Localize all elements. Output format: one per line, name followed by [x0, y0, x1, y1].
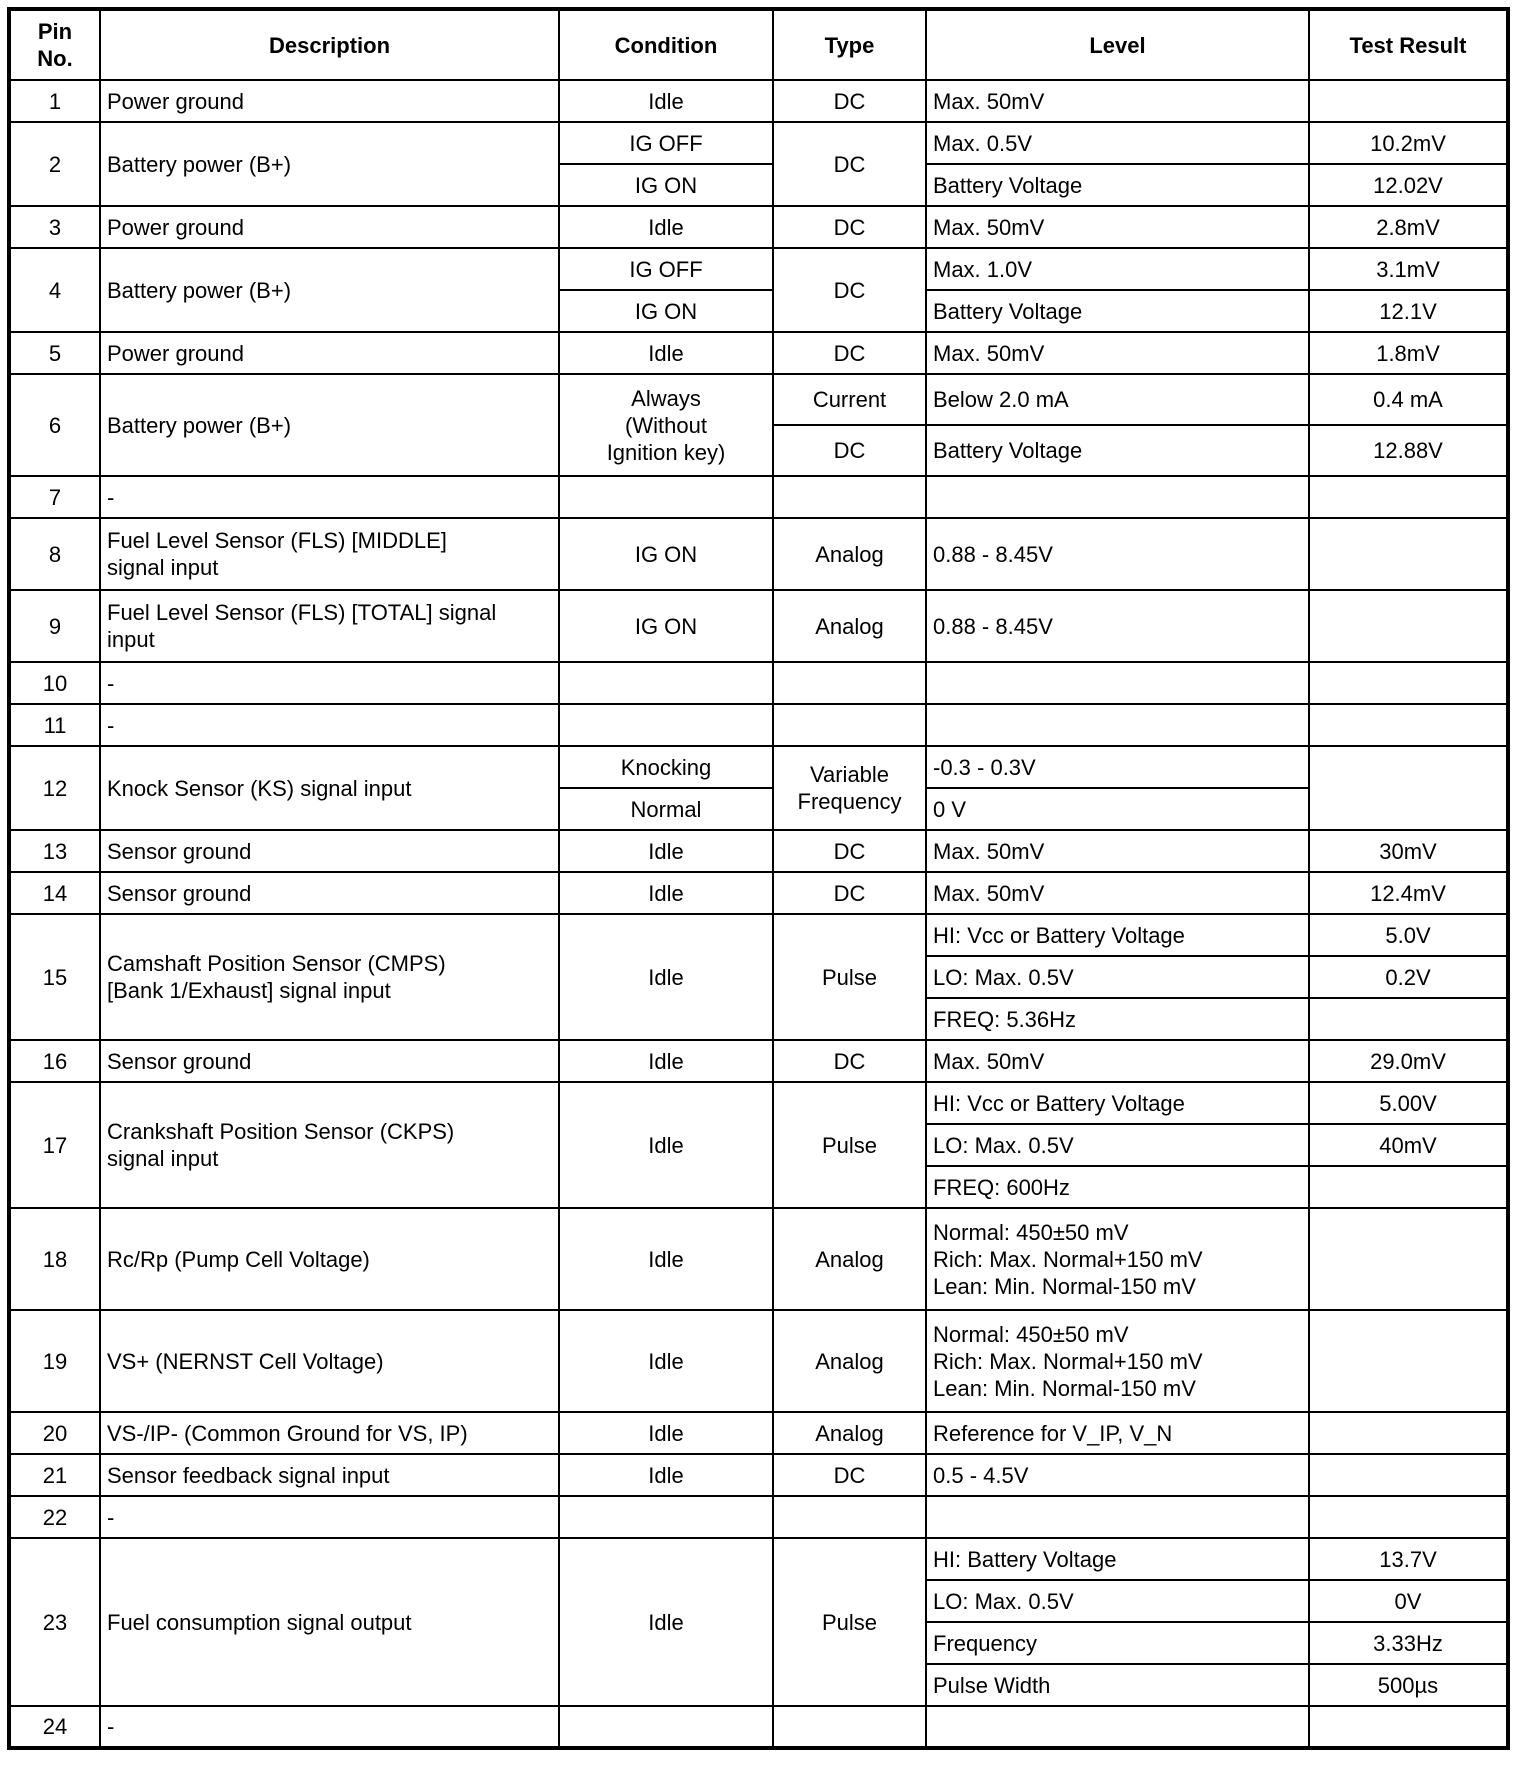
pin-description: Knock Sensor (KS) signal input — [100, 746, 559, 830]
pin-result — [1309, 1454, 1508, 1496]
pin-condition: IG ON — [559, 518, 773, 590]
pin-condition — [559, 662, 773, 704]
pin-condition: Normal — [559, 788, 773, 830]
pin-type: DC — [773, 206, 926, 248]
header-description: Description — [100, 9, 559, 80]
pin-type: Analog — [773, 590, 926, 662]
pin-type: DC — [773, 830, 926, 872]
header-type: Type — [773, 9, 926, 80]
pin-level: Max. 50mV — [926, 80, 1309, 122]
pin-result: 12.88V — [1309, 425, 1508, 476]
pin-result: 12.4mV — [1309, 872, 1508, 914]
table-row — [9, 830, 1508, 872]
header-condition: Condition — [559, 9, 773, 80]
pin-description: Rc/Rp (Pump Cell Voltage) — [100, 1208, 559, 1310]
pin-condition: Idle — [559, 1454, 773, 1496]
pin-result — [1309, 1496, 1508, 1538]
pin-description: - — [100, 662, 559, 704]
pin-level: Battery Voltage — [926, 164, 1309, 206]
pin-number: 3 — [9, 206, 100, 248]
pin-level: Pulse Width — [926, 1664, 1309, 1706]
header-level: Level — [926, 9, 1309, 80]
table-body — [9, 80, 1508, 1748]
pin-type: Analog — [773, 1412, 926, 1454]
pin-level: Battery Voltage — [926, 425, 1309, 476]
pin-condition: Idle — [559, 80, 773, 122]
pin-condition: IG OFF — [559, 248, 773, 290]
pin-level: 0.5 - 4.5V — [926, 1454, 1309, 1496]
table-row — [9, 590, 1508, 662]
pin-result: 2.8mV — [1309, 206, 1508, 248]
pin-condition: Knocking — [559, 746, 773, 788]
pin-condition: IG ON — [559, 164, 773, 206]
table-row — [9, 704, 1508, 746]
pin-description: Crankshaft Position Sensor (CKPS) signal input — [100, 1082, 559, 1208]
pin-condition: Idle — [559, 1538, 773, 1706]
pin-result: 12.1V — [1309, 290, 1508, 332]
pin-level: HI: Vcc or Battery Voltage — [926, 914, 1309, 956]
pin-number: 20 — [9, 1412, 100, 1454]
pin-number: 2 — [9, 122, 100, 206]
pin-level: -0.3 - 0.3V — [926, 746, 1309, 788]
pin-number: 8 — [9, 518, 100, 590]
pin-level: FREQ: 5.36Hz — [926, 998, 1309, 1040]
pin-description: - — [100, 1496, 559, 1538]
table-row — [9, 1538, 1508, 1580]
table-row — [9, 374, 1508, 425]
pin-level: Max. 50mV — [926, 206, 1309, 248]
pin-condition: Idle — [559, 830, 773, 872]
pin-type: DC — [773, 425, 926, 476]
pin-description: Fuel consumption signal output — [100, 1538, 559, 1706]
pin-result — [1309, 1706, 1508, 1748]
pin-level: Max. 1.0V — [926, 248, 1309, 290]
pin-type: DC — [773, 80, 926, 122]
pin-number: 1 — [9, 80, 100, 122]
pin-type — [773, 704, 926, 746]
pin-number: 18 — [9, 1208, 100, 1310]
table-row — [9, 206, 1508, 248]
pin-level: Battery Voltage — [926, 290, 1309, 332]
pin-result — [1309, 746, 1508, 830]
pin-result: 500µs — [1309, 1664, 1508, 1706]
table-row — [9, 1412, 1508, 1454]
pin-description: Battery power (B+) — [100, 248, 559, 332]
header-pin: Pin No. — [9, 9, 100, 80]
pin-result — [1309, 476, 1508, 518]
pin-number: 7 — [9, 476, 100, 518]
pin-description: Power ground — [100, 80, 559, 122]
table-row — [9, 518, 1508, 590]
pin-level — [926, 662, 1309, 704]
pin-description: Battery power (B+) — [100, 122, 559, 206]
pin-type: Pulse — [773, 914, 926, 1040]
pin-result: 0.4 mA — [1309, 374, 1508, 425]
pin-type: Current — [773, 374, 926, 425]
pin-number: 6 — [9, 374, 100, 476]
pin-description: Sensor ground — [100, 1040, 559, 1082]
pin-level: Max. 50mV — [926, 830, 1309, 872]
pin-number: 17 — [9, 1082, 100, 1208]
table-row — [9, 1454, 1508, 1496]
pin-level: Frequency — [926, 1622, 1309, 1664]
pin-condition: Idle — [559, 1040, 773, 1082]
pin-condition — [559, 1496, 773, 1538]
pin-level: Below 2.0 mA — [926, 374, 1309, 425]
pin-type: DC — [773, 1454, 926, 1496]
pin-type: Analog — [773, 518, 926, 590]
pin-number: 5 — [9, 332, 100, 374]
pin-result — [1309, 1166, 1508, 1208]
pin-type — [773, 476, 926, 518]
pin-result — [1309, 1310, 1508, 1412]
pin-type: DC — [773, 122, 926, 206]
pin-type: Analog — [773, 1310, 926, 1412]
pin-type: Pulse — [773, 1082, 926, 1208]
pin-result — [1309, 590, 1508, 662]
pin-description: Power ground — [100, 332, 559, 374]
table-row — [9, 662, 1508, 704]
pin-condition: Idle — [559, 332, 773, 374]
pin-result: 10.2mV — [1309, 122, 1508, 164]
pin-result: 5.0V — [1309, 914, 1508, 956]
pin-condition: Always (Without Ignition key) — [559, 374, 773, 476]
table-row — [9, 248, 1508, 290]
pin-type: Variable Frequency — [773, 746, 926, 830]
pin-result: 29.0mV — [1309, 1040, 1508, 1082]
table-row — [9, 1040, 1508, 1082]
pin-result — [1309, 662, 1508, 704]
pin-condition: IG OFF — [559, 122, 773, 164]
table-row — [9, 1082, 1508, 1124]
pin-type — [773, 1496, 926, 1538]
pin-level: HI: Vcc or Battery Voltage — [926, 1082, 1309, 1124]
pin-number: 23 — [9, 1538, 100, 1706]
pin-number: 19 — [9, 1310, 100, 1412]
pin-description: VS-/IP- (Common Ground for VS, IP) — [100, 1412, 559, 1454]
table-row — [9, 122, 1508, 164]
pin-number: 13 — [9, 830, 100, 872]
pin-test-table — [7, 7, 1510, 1750]
pin-condition: Idle — [559, 206, 773, 248]
pin-description: - — [100, 704, 559, 746]
pin-result: 3.1mV — [1309, 248, 1508, 290]
pin-type: DC — [773, 872, 926, 914]
pin-level: LO: Max. 0.5V — [926, 1580, 1309, 1622]
table-row — [9, 872, 1508, 914]
pin-level — [926, 1496, 1309, 1538]
pin-description: - — [100, 476, 559, 518]
pin-number: 16 — [9, 1040, 100, 1082]
pin-condition: Idle — [559, 872, 773, 914]
pin-result — [1309, 1412, 1508, 1454]
pin-result: 40mV — [1309, 1124, 1508, 1166]
pin-condition — [559, 704, 773, 746]
table-row — [9, 1496, 1508, 1538]
pin-result: 30mV — [1309, 830, 1508, 872]
pin-level: Normal: 450±50 mV Rich: Max. Normal+150 mV Lean: Min. Normal-150 mV — [926, 1208, 1309, 1310]
pin-condition: IG ON — [559, 590, 773, 662]
pin-level — [926, 476, 1309, 518]
pin-result: 13.7V — [1309, 1538, 1508, 1580]
pin-type — [773, 1706, 926, 1748]
table-row — [9, 332, 1508, 374]
pin-number: 11 — [9, 704, 100, 746]
pin-result: 0.2V — [1309, 956, 1508, 998]
pin-condition — [559, 476, 773, 518]
pin-condition: Idle — [559, 1412, 773, 1454]
pin-type: DC — [773, 1040, 926, 1082]
pin-number: 9 — [9, 590, 100, 662]
pin-condition: Idle — [559, 1208, 773, 1310]
pin-number: 14 — [9, 872, 100, 914]
pin-condition: Idle — [559, 1082, 773, 1208]
pin-result: 1.8mV — [1309, 332, 1508, 374]
table-row — [9, 1706, 1508, 1748]
table-row — [9, 80, 1508, 122]
pin-level: Normal: 450±50 mV Rich: Max. Normal+150 mV Lean: Min. Normal-150 mV — [926, 1310, 1309, 1412]
pin-description: Battery power (B+) — [100, 374, 559, 476]
pin-level: Max. 0.5V — [926, 122, 1309, 164]
pin-condition: IG ON — [559, 290, 773, 332]
table-row — [9, 746, 1508, 788]
pin-level: HI: Battery Voltage — [926, 1538, 1309, 1580]
pin-description: Power ground — [100, 206, 559, 248]
pin-result — [1309, 998, 1508, 1040]
pin-type: Analog — [773, 1208, 926, 1310]
pin-type — [773, 662, 926, 704]
pin-type: DC — [773, 332, 926, 374]
pin-number: 15 — [9, 914, 100, 1040]
pin-level — [926, 1706, 1309, 1748]
table-row — [9, 1208, 1508, 1310]
pin-result: 0V — [1309, 1580, 1508, 1622]
pin-level: LO: Max. 0.5V — [926, 1124, 1309, 1166]
pin-result — [1309, 80, 1508, 122]
pin-level: Max. 50mV — [926, 1040, 1309, 1082]
table-row — [9, 476, 1508, 518]
pin-level — [926, 704, 1309, 746]
pin-condition — [559, 1706, 773, 1748]
pin-level: Max. 50mV — [926, 332, 1309, 374]
pin-level: Reference for V_IP, V_N — [926, 1412, 1309, 1454]
table-row — [9, 1310, 1508, 1412]
pin-description: Sensor feedback signal input — [100, 1454, 559, 1496]
pin-condition: Idle — [559, 1310, 773, 1412]
pin-number: 12 — [9, 746, 100, 830]
pin-number: 10 — [9, 662, 100, 704]
pin-result: 5.00V — [1309, 1082, 1508, 1124]
pin-level: LO: Max. 0.5V — [926, 956, 1309, 998]
header-result: Test Result — [1309, 9, 1508, 80]
pin-description: Fuel Level Sensor (FLS) [TOTAL] signal input — [100, 590, 559, 662]
pin-level: Max. 50mV — [926, 872, 1309, 914]
pin-level: 0.88 - 8.45V — [926, 518, 1309, 590]
pin-description: Sensor ground — [100, 830, 559, 872]
pin-result: 12.02V — [1309, 164, 1508, 206]
pin-description: Sensor ground — [100, 872, 559, 914]
pin-type: DC — [773, 248, 926, 332]
pin-number: 21 — [9, 1454, 100, 1496]
pin-result — [1309, 704, 1508, 746]
pin-level: 0 V — [926, 788, 1309, 830]
pin-condition: Idle — [559, 914, 773, 1040]
pin-description: - — [100, 1706, 559, 1748]
pin-type: Pulse — [773, 1538, 926, 1706]
pin-level: 0.88 - 8.45V — [926, 590, 1309, 662]
pin-description: VS+ (NERNST Cell Voltage) — [100, 1310, 559, 1412]
pin-result — [1309, 1208, 1508, 1310]
pin-number: 24 — [9, 1706, 100, 1748]
pin-result — [1309, 518, 1508, 590]
pin-description: Camshaft Position Sensor (CMPS) [Bank 1/Exhaust] signal input — [100, 914, 559, 1040]
table-row — [9, 914, 1508, 956]
header-row — [9, 9, 1508, 80]
pin-number: 22 — [9, 1496, 100, 1538]
pin-description: Fuel Level Sensor (FLS) [MIDDLE] signal input — [100, 518, 559, 590]
pin-level: FREQ: 600Hz — [926, 1166, 1309, 1208]
pin-number: 4 — [9, 248, 100, 332]
pin-result: 3.33Hz — [1309, 1622, 1508, 1664]
